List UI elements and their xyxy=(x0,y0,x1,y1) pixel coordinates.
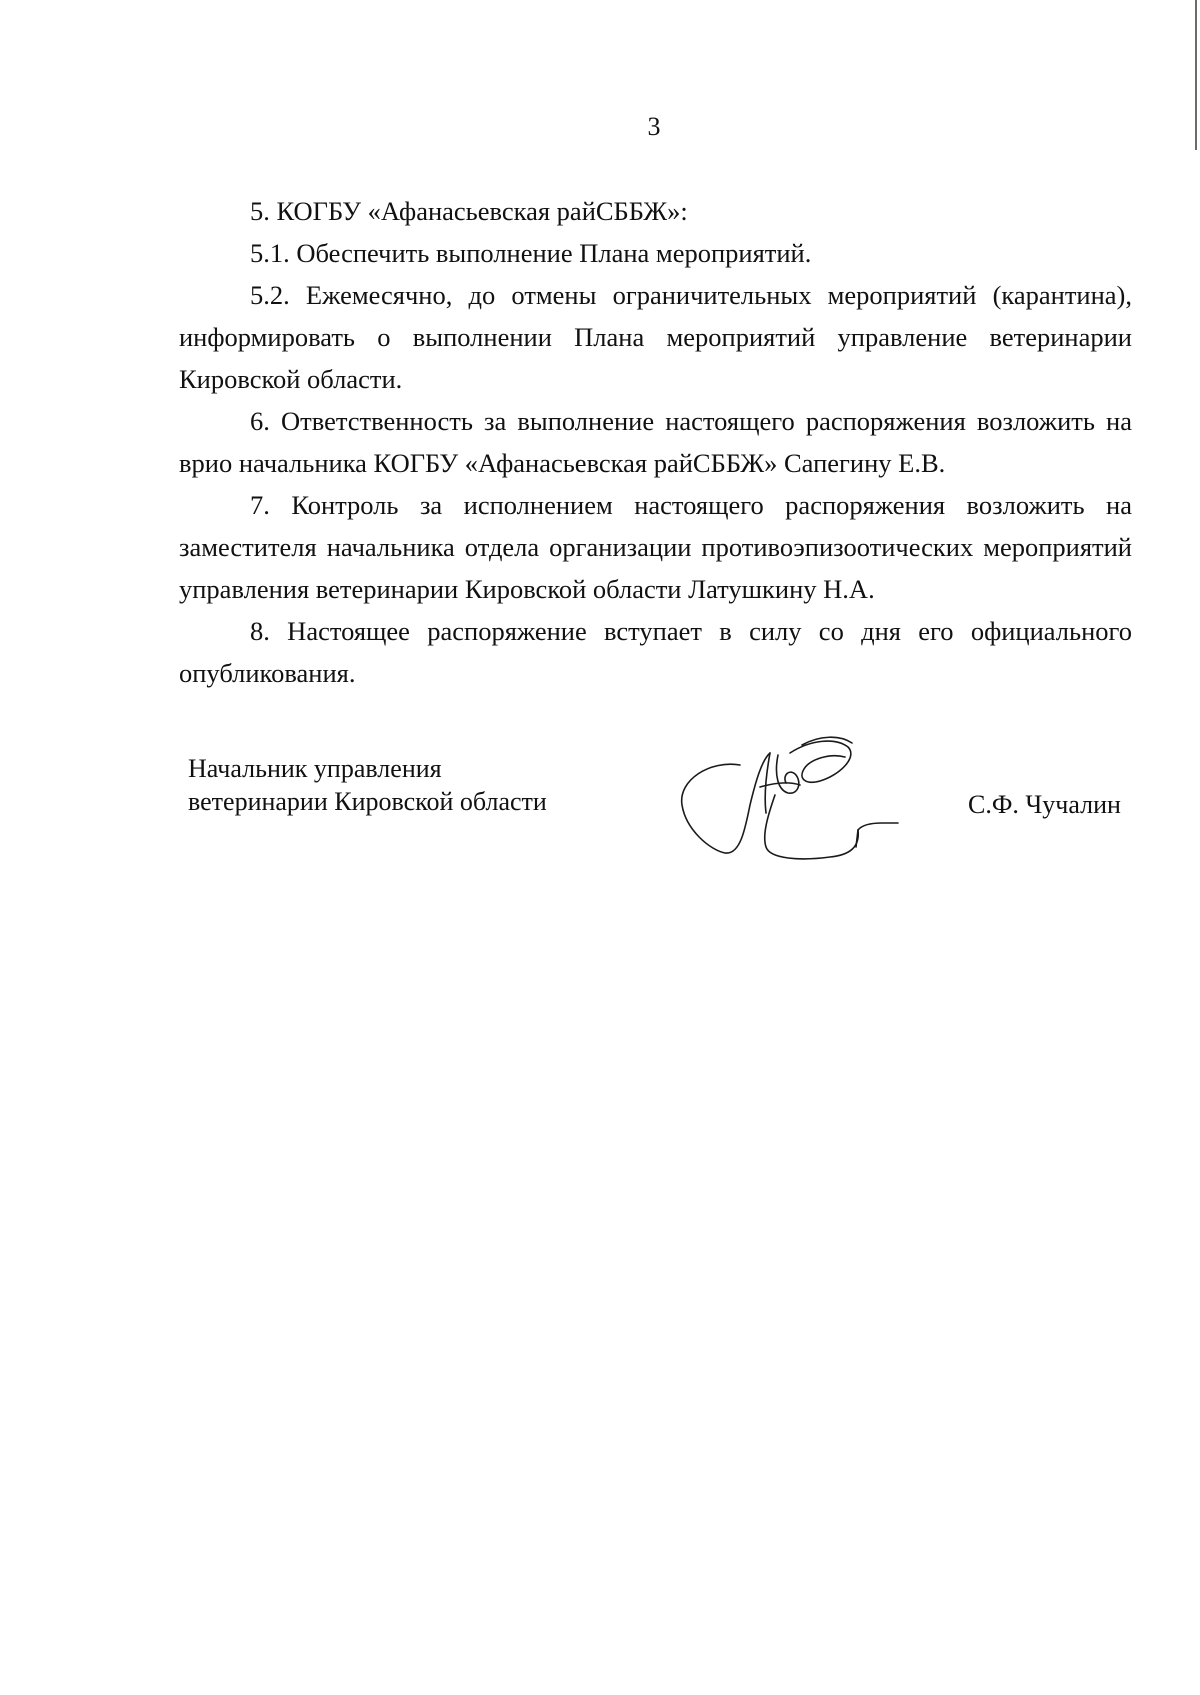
paragraph-5-1: 5.1. Обеспечить выполнение Плана мероприятий. xyxy=(250,238,812,268)
signatory-position-line-2: ветеринарии Кировской области xyxy=(188,787,547,816)
document-body xyxy=(179,190,1132,694)
handwritten-signature xyxy=(670,735,920,865)
paragraph-5-2: 5.2. Ежемесячно, до отмены ограничительных мероприятий (карантина), информировать о выполнении Плана мероприятий управление ветеринарии Кировской области. xyxy=(179,280,1132,394)
signatory-position xyxy=(188,752,547,818)
signatory-position-line-1: Начальник управления xyxy=(188,754,442,783)
paragraph-5: 5. КОГБУ «Афанасьевская райСББЖ»: xyxy=(250,196,688,226)
paragraph-8: 8. Настоящее распоряжение вступает в силу со дня его официального опубликования. xyxy=(179,616,1132,688)
paragraph-6: 6. Ответственность за выполнение настоящего распоряжения возложить на врио начальника КОГБУ «Афанасьевская райСББЖ» Сапегину Е.В. xyxy=(179,406,1132,478)
page-number: 3 xyxy=(647,112,661,141)
paragraph-7: 7. Контроль за исполнением настоящего распоряжения возложить на заместителя начальника отдела организации противоэпизоотических мероприятий управления ветеринарии Кировской области Латушкину Н.А. xyxy=(179,490,1132,604)
signer-name: С.Ф. Чучалин xyxy=(968,790,1121,819)
